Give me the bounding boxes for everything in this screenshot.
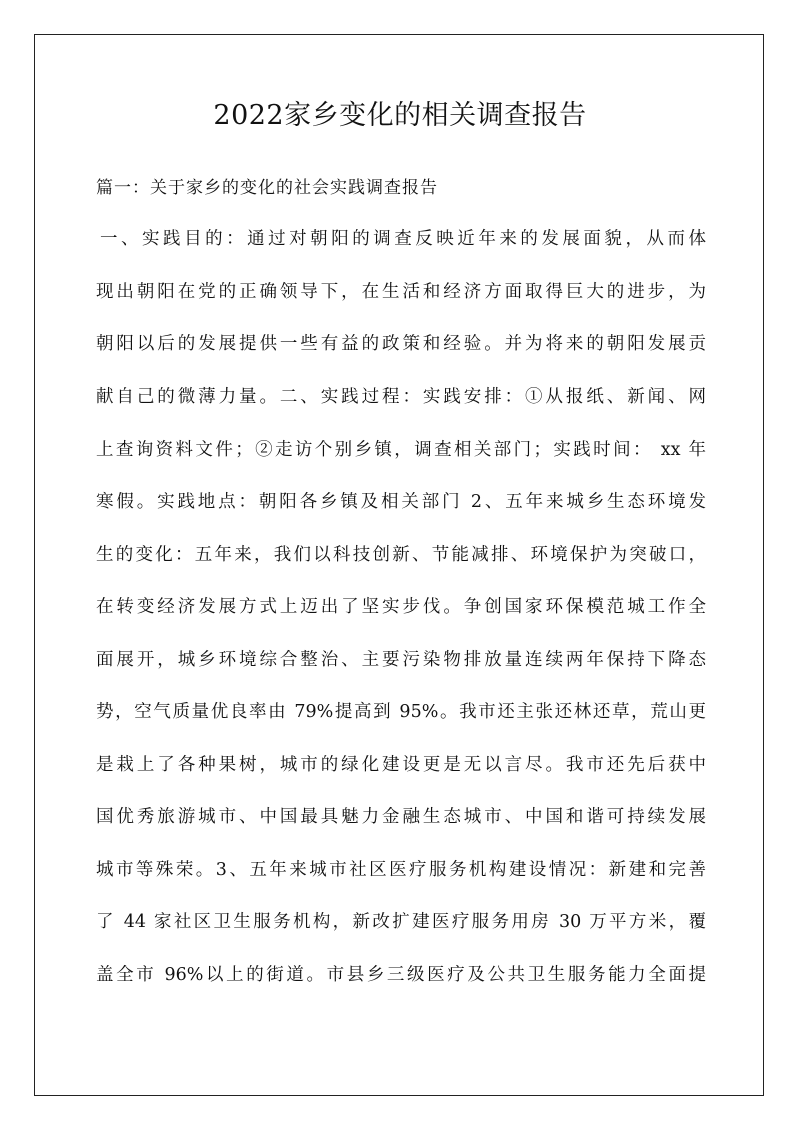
body-line: 现出朝阳在党的正确领导下，在生活和经济方面取得巨大的进步，为 xyxy=(96,282,706,302)
document-title: 2022家乡变化的相关调查报告 xyxy=(213,100,587,131)
body-line: 上查询资料文件；②走访个别乡镇，调查相关部门；实践时间： xx 年 xyxy=(96,440,706,460)
body-line: 朝阳以后的发展提供一些有益的政策和经验。并为将来的朝阳发展贡 xyxy=(96,334,706,354)
body-line: 在转变经济发展方式上迈出了坚实步伐。争创国家环保模范城工作全 xyxy=(96,597,706,617)
body-line: 势，空气质量优良率由 79%提高到 95%。我市还主张还林还草，荒山更 xyxy=(96,702,706,722)
body-line: 面展开，城乡环境综合整治、主要污染物排放量连续两年保持下降态 xyxy=(96,650,706,670)
body-line: 是栽上了各种果树，城市的绿化建设更是无以言尽。我市还先后获中 xyxy=(96,755,706,775)
body-line: 城市等殊荣。3、五年来城市社区医疗服务机构建设情况：新建和完善 xyxy=(96,860,706,880)
body-line: 了 44 家社区卫生服务机构，新改扩建医疗服务用房 30 万平方米，覆 xyxy=(96,912,706,932)
body-line: 一、实践目的：通过对朝阳的调查反映近年来的发展面貌，从而体 xyxy=(100,229,706,249)
body-line: 寒假。实践地点：朝阳各乡镇及相关部门 2、五年来城乡生态环境发 xyxy=(96,492,706,512)
body-line: 国优秀旅游城市、中国最具魅力金融生态城市、中国和谐可持续发展 xyxy=(96,807,706,827)
body-line: 盖全市 96%以上的街道。市县乡三级医疗及公共卫生服务能力全面提 xyxy=(96,965,706,985)
body-line: 献自己的微薄力量。二、实践过程：实践安排：①从报纸、新闻、网 xyxy=(96,387,706,407)
section-heading: 篇一：关于家乡的变化的社会实践调查报告 xyxy=(96,178,438,198)
body-line: 生的变化：五年来，我们以科技创新、节能减排、环境保护为突破口， xyxy=(96,545,706,565)
